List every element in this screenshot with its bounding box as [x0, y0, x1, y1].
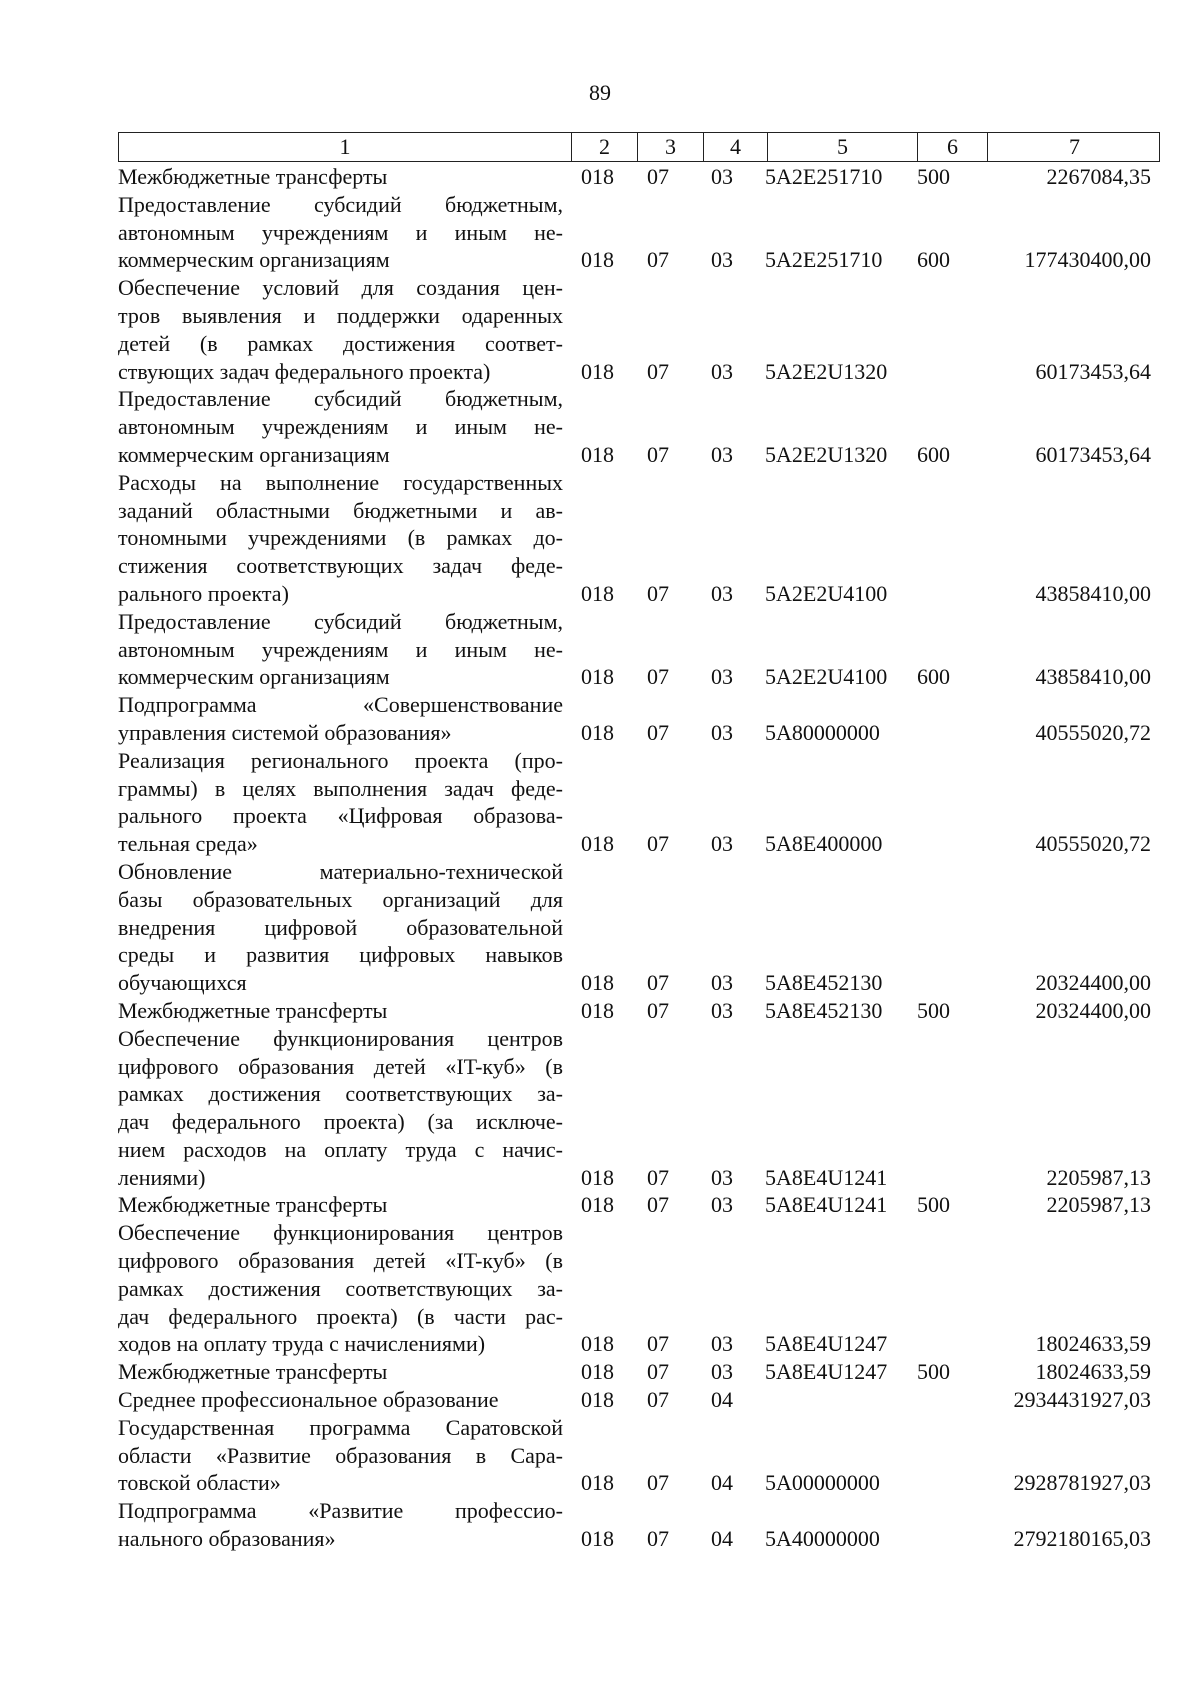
- section-code: 07: [647, 358, 669, 384]
- amount: 60173453,64: [1035, 358, 1151, 384]
- row-description: [118, 608, 563, 691]
- column-header-6: 6: [917, 133, 987, 161]
- ministry-code: 018: [581, 1331, 614, 1357]
- subsection-code: 04: [711, 1470, 733, 1496]
- section-code: 07: [647, 1192, 669, 1218]
- table-row: [118, 1191, 1160, 1219]
- description-line: дач федерального проекта) (в части рас-: [118, 1303, 563, 1329]
- section-code: 07: [647, 1387, 669, 1413]
- description-line: Подпрограмма «Развитие профессио-: [118, 1498, 563, 1524]
- description-line: Реализация регионального проекта (про-: [118, 747, 563, 773]
- subsection-code: 03: [711, 1359, 733, 1385]
- target-article-code: 5А8Е400000: [765, 831, 883, 857]
- subsection-code: 03: [711, 164, 733, 189]
- subsection-code: 03: [711, 441, 733, 467]
- row-description: [118, 1191, 563, 1219]
- amount: 18024633,59: [1035, 1359, 1151, 1385]
- description-line: Предоставление субсидий бюджетным,: [118, 608, 563, 634]
- table-row: [118, 858, 1160, 997]
- table-row: [118, 1219, 1160, 1358]
- budget-table: [118, 163, 1160, 1553]
- column-header-3: 3: [637, 133, 703, 161]
- row-description: [118, 747, 563, 858]
- column-header-2: 2: [571, 133, 637, 161]
- amount: 40555020,72: [1035, 831, 1151, 857]
- ministry-code: 018: [581, 358, 614, 384]
- target-article-code: 5А8Е452130: [765, 997, 883, 1023]
- amount: 2934431927,03: [1013, 1387, 1151, 1413]
- section-code: 07: [647, 1470, 669, 1496]
- ministry-code: 018: [581, 247, 614, 273]
- table-row: [118, 997, 1160, 1025]
- target-article-code: 5А2Е251710: [765, 247, 883, 273]
- description-line: Государственная программа Саратовской: [118, 1414, 563, 1440]
- row-description: [118, 1497, 563, 1553]
- section-code: 07: [647, 1359, 669, 1385]
- description-line: Предоставление субсидий бюджетным,: [118, 386, 563, 412]
- target-article-code: 5А8Е4U1241: [765, 1192, 888, 1218]
- row-description: [118, 1358, 563, 1386]
- description-line: стижения соответствующих задач феде-: [118, 553, 563, 579]
- ministry-code: 018: [581, 970, 614, 996]
- row-description: [118, 385, 563, 468]
- description-line: рального проекта «Цифровая образова-: [118, 803, 563, 829]
- subsection-code: 03: [711, 1192, 733, 1218]
- target-article-code: 5А8Е4U1247: [765, 1331, 888, 1357]
- table-row: [118, 385, 1160, 468]
- ministry-code: 018: [581, 441, 614, 467]
- description-line: Межбюджетные трансферты: [118, 1359, 388, 1385]
- description-line: автономным учреждениям и иным не-: [118, 219, 563, 245]
- amount: 18024633,59: [1035, 1331, 1151, 1357]
- table-row: [118, 1414, 1160, 1497]
- amount: 2792180165,03: [1013, 1526, 1151, 1552]
- ministry-code: 018: [581, 164, 614, 189]
- amount: 177430400,00: [1024, 247, 1151, 273]
- expense-type-code: 500: [917, 164, 950, 189]
- table-row: [118, 1358, 1160, 1386]
- description-line: рального проекта): [118, 580, 289, 606]
- expense-type-code: 500: [917, 997, 950, 1023]
- target-article-code: 5А2Е2U4100: [765, 664, 888, 690]
- expense-type-code: 600: [917, 247, 950, 273]
- table-row: [118, 1497, 1160, 1553]
- ministry-code: 018: [581, 664, 614, 690]
- amount: 20324400,00: [1035, 970, 1151, 996]
- table-row: [118, 163, 1160, 191]
- target-article-code: 5А8Е4U1247: [765, 1359, 888, 1385]
- row-description: [118, 274, 563, 385]
- expense-type-code: 500: [917, 1359, 950, 1385]
- subsection-code: 03: [711, 997, 733, 1023]
- subsection-code: 03: [711, 970, 733, 996]
- target-article-code: 5А00000000: [765, 1470, 880, 1496]
- target-article-code: 5А8Е452130: [765, 970, 883, 996]
- target-article-code: 5А2Е2U1320: [765, 441, 888, 467]
- amount: 2928781927,03: [1013, 1470, 1151, 1496]
- target-article-code: 5А80000000: [765, 719, 880, 745]
- subsection-code: 03: [711, 580, 733, 606]
- subsection-code: 03: [711, 1331, 733, 1357]
- description-line: Обеспечение функционирования центров: [118, 1220, 563, 1246]
- description-line: Расходы на выполнение государственных: [118, 469, 563, 495]
- description-line: тров выявления и поддержки одаренных: [118, 302, 563, 328]
- description-line: нального образования»: [118, 1526, 336, 1552]
- row-description: [118, 191, 563, 274]
- ministry-code: 018: [581, 1470, 614, 1496]
- description-line: рамках достижения соответствующих за-: [118, 1081, 563, 1107]
- ministry-code: 018: [581, 831, 614, 857]
- subsection-code: 03: [711, 664, 733, 690]
- table-row: [118, 1025, 1160, 1192]
- description-line: цифрового образования детей «IT-куб» (в: [118, 1053, 563, 1079]
- description-line: Обновление материально-технической: [118, 858, 563, 884]
- section-code: 07: [647, 970, 669, 996]
- amount: 2267084,35: [1046, 164, 1151, 189]
- expense-type-code: 600: [917, 441, 950, 467]
- table-row: [118, 747, 1160, 858]
- amount: 20324400,00: [1035, 997, 1151, 1023]
- column-header-5: 5: [767, 133, 917, 161]
- ministry-code: 018: [581, 580, 614, 606]
- description-line: тельная среда»: [118, 831, 258, 857]
- target-article-code: 5А2Е2U4100: [765, 580, 888, 606]
- description-line: Межбюджетные трансферты: [118, 164, 388, 189]
- subsection-code: 03: [711, 1164, 733, 1190]
- amount: 43858410,00: [1035, 580, 1151, 606]
- description-line: области «Развитие образования в Сара-: [118, 1442, 563, 1468]
- ministry-code: 018: [581, 1192, 614, 1218]
- description-line: детей (в рамках достижения соответ-: [118, 330, 563, 356]
- description-line: цифрового образования детей «IT-куб» (в: [118, 1248, 563, 1274]
- description-line: лениями): [118, 1164, 206, 1190]
- description-line: ходов на оплату труда с начислениями): [118, 1331, 486, 1357]
- amount: 2205987,13: [1046, 1192, 1151, 1218]
- subsection-code: 03: [711, 831, 733, 857]
- table-row: [118, 469, 1160, 608]
- amount: 2205987,13: [1046, 1164, 1151, 1190]
- row-description: [118, 858, 563, 997]
- row-description: [118, 1025, 563, 1192]
- target-article-code: 5А8Е4U1241: [765, 1164, 888, 1190]
- description-line: коммерческим организациям: [118, 664, 390, 690]
- ministry-code: 018: [581, 1526, 614, 1552]
- row-description: [118, 469, 563, 608]
- description-line: коммерческим организациям: [118, 247, 390, 273]
- expense-type-code: 600: [917, 664, 950, 690]
- description-line: внедрения цифровой образовательной: [118, 914, 563, 940]
- row-description: [118, 163, 563, 191]
- column-header-1: 1: [339, 134, 351, 159]
- description-line: базы образовательных организаций для: [118, 886, 563, 912]
- target-article-code: 5А2Е251710: [765, 164, 883, 189]
- subsection-code: 03: [711, 358, 733, 384]
- description-line: заданий областными бюджетными и ав-: [118, 497, 563, 523]
- description-line: Среднее профессиональное образование: [118, 1387, 499, 1413]
- description-line: Обеспечение функционирования центров: [118, 1025, 563, 1051]
- description-line: коммерческим организациям: [118, 441, 390, 467]
- description-line: автономным учреждениям и иным не-: [118, 414, 563, 440]
- description-line: Обеспечение условий для создания цен-: [118, 275, 563, 301]
- description-line: товской области»: [118, 1470, 281, 1496]
- description-line: среды и развития цифровых навыков: [118, 942, 563, 968]
- target-article-code: 5А2Е2U1320: [765, 358, 888, 384]
- subsection-code: 04: [711, 1387, 733, 1413]
- ministry-code: 018: [581, 719, 614, 745]
- section-code: 07: [647, 719, 669, 745]
- row-description: [118, 997, 563, 1025]
- table-row: [118, 1386, 1160, 1414]
- subsection-code: 03: [711, 719, 733, 745]
- description-line: Предоставление субсидий бюджетным,: [118, 191, 563, 217]
- subsection-code: 04: [711, 1526, 733, 1552]
- section-code: 07: [647, 997, 669, 1023]
- subsection-code: 03: [711, 247, 733, 273]
- section-code: 07: [647, 1164, 669, 1190]
- description-line: управления системой образования»: [118, 719, 452, 745]
- description-line: обучающихся: [118, 970, 247, 996]
- section-code: 07: [647, 1331, 669, 1357]
- section-code: 07: [647, 664, 669, 690]
- page-number: 89: [589, 80, 611, 105]
- row-description: [118, 1386, 563, 1414]
- ministry-code: 018: [581, 1359, 614, 1385]
- ministry-code: 018: [581, 1387, 614, 1413]
- description-line: нием расходов на оплату труда с начис-: [118, 1136, 563, 1162]
- table-header: [118, 132, 1160, 162]
- section-code: 07: [647, 1526, 669, 1552]
- table-row: [118, 608, 1160, 691]
- amount: 43858410,00: [1035, 664, 1151, 690]
- section-code: 07: [647, 164, 669, 189]
- description-line: Подпрограмма «Совершенствование: [118, 692, 563, 718]
- description-line: Межбюджетные трансферты: [118, 997, 388, 1023]
- table-row: [118, 691, 1160, 747]
- section-code: 07: [647, 580, 669, 606]
- ministry-code: 018: [581, 997, 614, 1023]
- description-line: граммы) в целях выполнения задач феде-: [118, 775, 563, 801]
- ministry-code: 018: [581, 1164, 614, 1190]
- description-line: тономными учреждениями (в рамках до-: [118, 525, 563, 551]
- row-description: [118, 1414, 563, 1497]
- expense-type-code: 500: [917, 1192, 950, 1218]
- row-description: [118, 691, 563, 747]
- row-description: [118, 1219, 563, 1358]
- amount: 40555020,72: [1035, 719, 1151, 745]
- target-article-code: 5А40000000: [765, 1526, 880, 1552]
- column-header-4: 4: [703, 133, 767, 161]
- description-line: Межбюджетные трансферты: [118, 1192, 388, 1218]
- table-row: [118, 274, 1160, 385]
- section-code: 07: [647, 441, 669, 467]
- section-code: 07: [647, 247, 669, 273]
- table-row: [118, 191, 1160, 274]
- description-line: автономным учреждениям и иным не-: [118, 636, 563, 662]
- amount: 60173453,64: [1035, 441, 1151, 467]
- column-header-7: 7: [987, 133, 1161, 161]
- description-line: ствующих задач федерального проекта): [118, 358, 491, 384]
- section-code: 07: [647, 831, 669, 857]
- description-line: рамках достижения соответствующих за-: [118, 1275, 563, 1301]
- description-line: дач федерального проекта) (за исключе-: [118, 1109, 563, 1135]
